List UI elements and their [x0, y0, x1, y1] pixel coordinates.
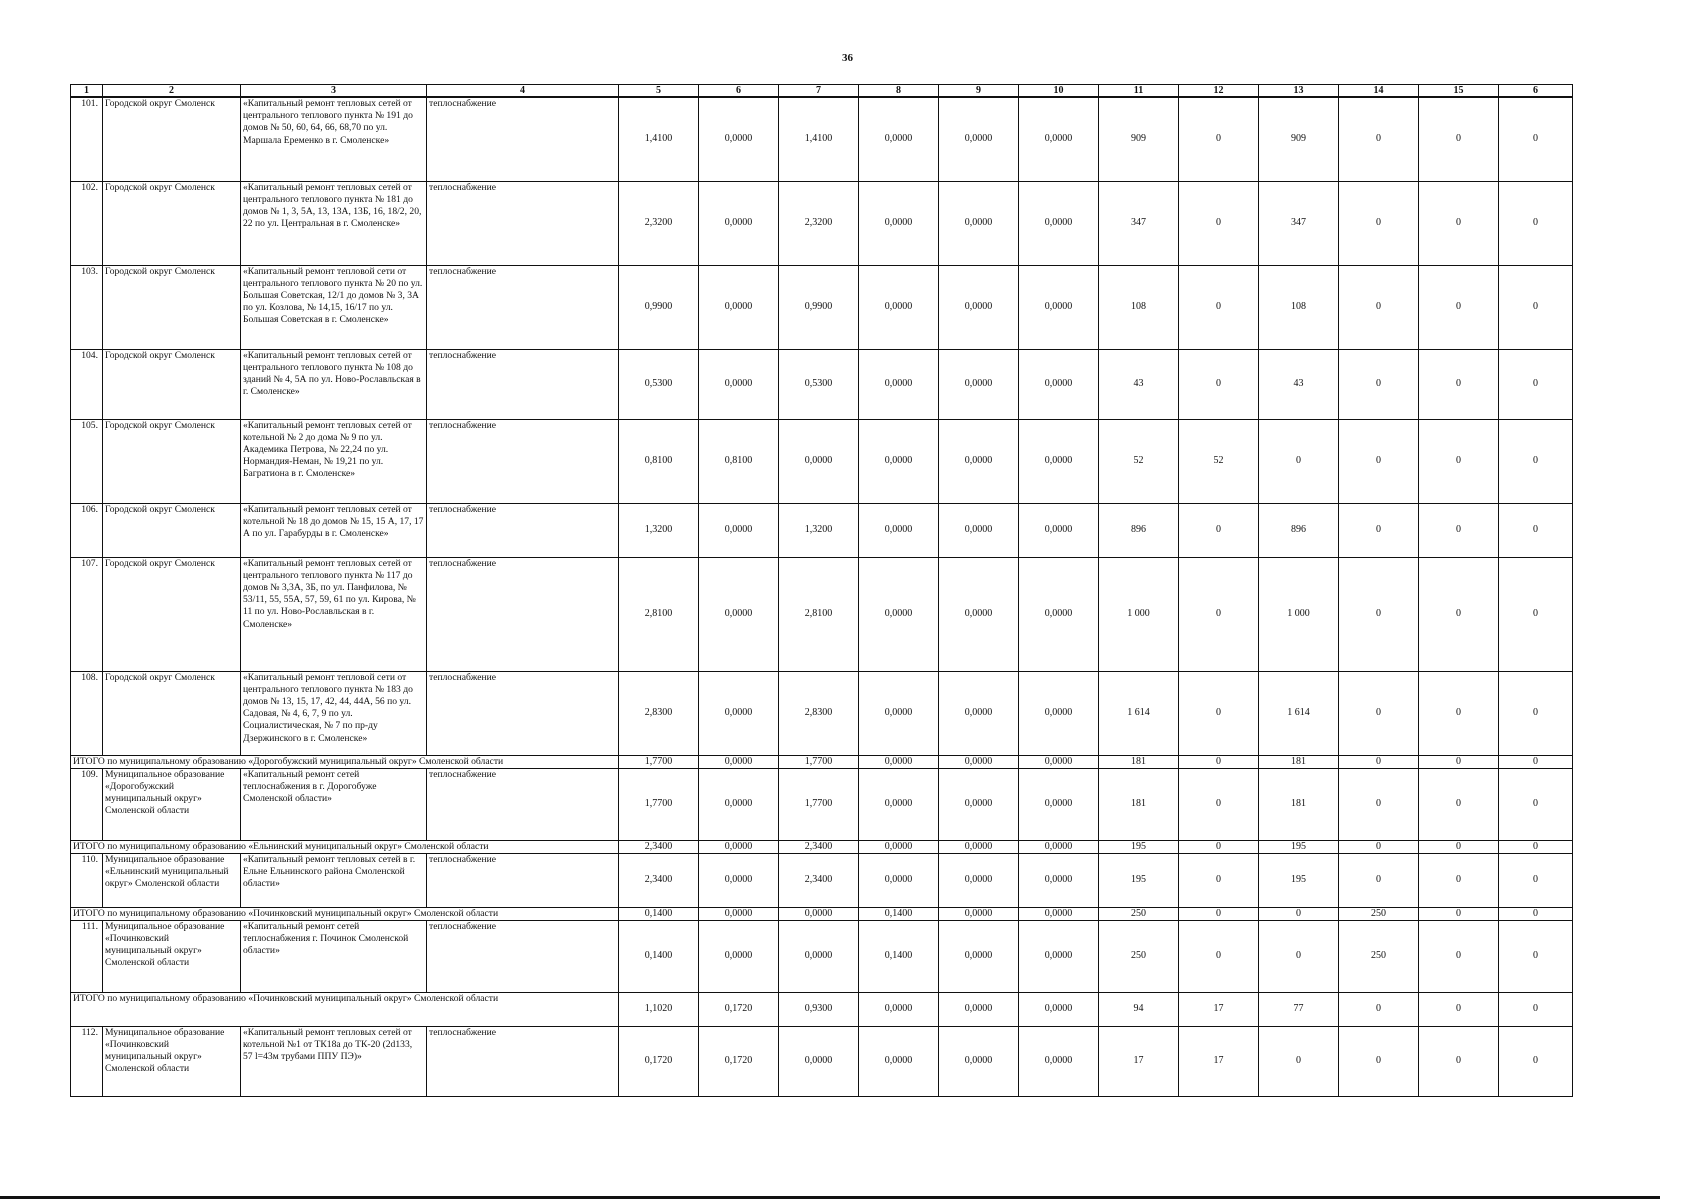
value-cell: 0,0000	[859, 992, 939, 1026]
value-cell: 0	[1179, 755, 1259, 768]
value-cell: 181	[1099, 755, 1179, 768]
subtotal-row	[71, 755, 1573, 768]
value-cell: 1,7700	[779, 755, 859, 768]
value-cell: 195	[1099, 840, 1179, 853]
value-cell: 2,8300	[619, 671, 699, 755]
column-header-12: 12	[1179, 85, 1259, 98]
value-cell: 1,3200	[619, 503, 699, 557]
value-cell: 0	[1179, 853, 1259, 907]
value-cell: 1,7700	[619, 768, 699, 840]
value-cell: 0,0000	[1019, 265, 1099, 349]
value-cell: 0,0000	[1019, 840, 1099, 853]
value-cell: 0	[1419, 97, 1499, 181]
value-cell: 0,0000	[699, 768, 779, 840]
value-cell: 0,0000	[939, 768, 1019, 840]
value-cell: 108	[1259, 265, 1339, 349]
table-row	[71, 853, 1573, 907]
value-cell: 2,3400	[619, 840, 699, 853]
value-cell: 77	[1259, 992, 1339, 1026]
project-description-cell: «Капитальный ремонт тепловых сетей от центрального теплового пункта № 191 до домов № 50, 60, 64, 66, 68,70 по ул. Маршала Еременко в г. Смоленске»	[241, 97, 427, 181]
value-cell: 347	[1259, 181, 1339, 265]
column-header-16: 6	[1499, 85, 1573, 98]
value-cell: 0	[1179, 768, 1259, 840]
value-cell: 0,0000	[939, 853, 1019, 907]
value-cell: 0	[1179, 840, 1259, 853]
table-row	[71, 419, 1573, 503]
supply-type-cell: теплоснабжение	[427, 1026, 619, 1096]
value-cell: 0	[1339, 349, 1419, 419]
project-description-cell: «Капитальный ремонт сетей теплоснабжения г. Починок Смоленской области»	[241, 920, 427, 992]
municipality-cell: Муниципальное образование «Дорогобужский муниципальный округ» Смоленской области	[103, 768, 241, 840]
value-cell: 896	[1099, 503, 1179, 557]
value-cell: 0,1400	[619, 907, 699, 920]
value-cell: 0	[1499, 768, 1573, 840]
supply-type-cell: теплоснабжение	[427, 181, 619, 265]
column-header-8: 8	[859, 85, 939, 98]
value-cell: 2,3400	[779, 853, 859, 907]
municipality-cell: Городской округ Смоленск	[103, 503, 241, 557]
column-header-9: 9	[939, 85, 1019, 98]
subtotal-label: ИТОГО по муниципальному образованию «Починковский муниципальный округ» Смоленской области	[71, 992, 619, 1026]
row-index: 102.	[71, 181, 103, 265]
value-cell: 0,1720	[699, 992, 779, 1026]
value-cell: 1 614	[1099, 671, 1179, 755]
subtotal-row	[71, 840, 1573, 853]
value-cell: 0,0000	[779, 419, 859, 503]
value-cell: 0	[1339, 419, 1419, 503]
value-cell: 0	[1179, 920, 1259, 992]
row-index: 112.	[71, 1026, 103, 1096]
table-row	[71, 265, 1573, 349]
value-cell: 0,0000	[1019, 907, 1099, 920]
value-cell: 0,0000	[939, 349, 1019, 419]
value-cell: 0	[1419, 853, 1499, 907]
row-index: 107.	[71, 557, 103, 671]
table-row	[71, 557, 1573, 671]
supply-type-cell: теплоснабжение	[427, 920, 619, 992]
value-cell: 0,0000	[939, 1026, 1019, 1096]
row-index: 110.	[71, 853, 103, 907]
value-cell: 0,0000	[699, 349, 779, 419]
value-cell: 17	[1179, 992, 1259, 1026]
bottom-rule	[0, 1196, 1660, 1199]
supply-type-cell: теплоснабжение	[427, 97, 619, 181]
value-cell: 0,1720	[619, 1026, 699, 1096]
value-cell: 0,0000	[939, 181, 1019, 265]
value-cell: 0,5300	[619, 349, 699, 419]
value-cell: 2,3400	[779, 840, 859, 853]
table-row	[71, 503, 1573, 557]
value-cell: 0,0000	[859, 768, 939, 840]
value-cell: 0,0000	[1019, 768, 1099, 840]
table-row	[71, 181, 1573, 265]
value-cell: 195	[1259, 840, 1339, 853]
project-description-cell: «Капитальный ремонт тепловых сетей от центрального теплового пункта № 181 до домов № 1, 3, 5А, 13, 13А, 13Б, 16, 18/2, 20, 22 по ул. Центральная в г. Смоленске»	[241, 181, 427, 265]
column-header-14: 14	[1339, 85, 1419, 98]
value-cell: 0,0000	[859, 853, 939, 907]
column-header-11: 11	[1099, 85, 1179, 98]
value-cell: 0	[1179, 265, 1259, 349]
value-cell: 0	[1419, 1026, 1499, 1096]
value-cell: 0	[1499, 97, 1573, 181]
value-cell: 0,0000	[699, 853, 779, 907]
supply-type-cell: теплоснабжение	[427, 503, 619, 557]
value-cell: 0	[1419, 503, 1499, 557]
value-cell: 0,0000	[1019, 181, 1099, 265]
value-cell: 0,0000	[1019, 992, 1099, 1026]
value-cell: 0,0000	[1019, 755, 1099, 768]
column-header-15: 15	[1419, 85, 1499, 98]
value-cell: 0	[1419, 768, 1499, 840]
value-cell: 43	[1259, 349, 1339, 419]
value-cell: 2,3200	[779, 181, 859, 265]
value-cell: 0,0000	[939, 557, 1019, 671]
column-header-2: 2	[103, 85, 241, 98]
project-description-cell: «Капитальный ремонт тепловых сетей в г. Ельне Ельнинского района Смоленской области»	[241, 853, 427, 907]
supply-type-cell: теплоснабжение	[427, 349, 619, 419]
value-cell: 0	[1499, 181, 1573, 265]
value-cell: 0,0000	[699, 840, 779, 853]
value-cell: 0	[1339, 992, 1419, 1026]
value-cell: 0	[1499, 840, 1573, 853]
value-cell: 0	[1179, 671, 1259, 755]
row-index: 111.	[71, 920, 103, 992]
value-cell: 250	[1099, 907, 1179, 920]
value-cell: 17	[1099, 1026, 1179, 1096]
municipality-cell: Муниципальное образование «Починковский муниципальный округ» Смоленской области	[103, 1026, 241, 1096]
value-cell: 0,0000	[779, 1026, 859, 1096]
column-header-4: 4	[427, 85, 619, 98]
value-cell: 1,3200	[779, 503, 859, 557]
value-cell: 0,0000	[779, 907, 859, 920]
value-cell: 195	[1099, 853, 1179, 907]
supply-type-cell: теплоснабжение	[427, 853, 619, 907]
value-cell: 2,3200	[619, 181, 699, 265]
value-cell: 2,8100	[619, 557, 699, 671]
project-description-cell: «Капитальный ремонт тепловых сетей от котельной №1 от ТК18а до ТК-20 (2d133, 57 l=43м трубами ППУ ПЭ)»	[241, 1026, 427, 1096]
value-cell: 0	[1499, 853, 1573, 907]
value-cell: 1 614	[1259, 671, 1339, 755]
row-index: 104.	[71, 349, 103, 419]
row-index: 109.	[71, 768, 103, 840]
column-header-1: 1	[71, 85, 103, 98]
table-row	[71, 920, 1573, 992]
value-cell: 94	[1099, 992, 1179, 1026]
value-cell: 0,0000	[1019, 853, 1099, 907]
municipality-cell: Городской округ Смоленск	[103, 265, 241, 349]
value-cell: 0,0000	[859, 840, 939, 853]
table-row	[71, 97, 1573, 181]
value-cell: 0,0000	[859, 265, 939, 349]
value-cell: 0	[1419, 755, 1499, 768]
project-description-cell: «Капитальный ремонт тепловой сети от центрального теплового пункта № 183 до домов № 13, 15, 17, 42, 44, 44А, 56 по ул. Садовая, № 4, 6, 7, 9 по ул. Социалистическая, № 7 по пр-ду Дзержинского в г. Смоленске»	[241, 671, 427, 755]
value-cell: 0,0000	[859, 671, 939, 755]
value-cell: 0,0000	[1019, 419, 1099, 503]
value-cell: 0,0000	[1019, 97, 1099, 181]
value-cell: 0	[1339, 503, 1419, 557]
value-cell: 0	[1499, 265, 1573, 349]
page-number: 36	[842, 52, 853, 64]
value-cell: 2,8300	[779, 671, 859, 755]
value-cell: 0	[1339, 1026, 1419, 1096]
value-cell: 0,0000	[859, 1026, 939, 1096]
value-cell: 0,0000	[939, 920, 1019, 992]
value-cell: 0	[1419, 349, 1499, 419]
value-cell: 347	[1099, 181, 1179, 265]
value-cell: 0	[1419, 419, 1499, 503]
value-cell: 250	[1339, 907, 1419, 920]
project-description-cell: «Капитальный ремонт сетей теплоснабжения в г. Дорогобуже Смоленской области»	[241, 768, 427, 840]
supply-type-cell: теплоснабжение	[427, 265, 619, 349]
value-cell: 1,7700	[619, 755, 699, 768]
value-cell: 0	[1179, 349, 1259, 419]
value-cell: 0,1400	[859, 920, 939, 992]
value-cell: 0	[1339, 181, 1419, 265]
value-cell: 0	[1339, 265, 1419, 349]
value-cell: 0,0000	[859, 557, 939, 671]
value-cell: 909	[1259, 97, 1339, 181]
value-cell: 0,0000	[699, 181, 779, 265]
value-cell: 1,7700	[779, 768, 859, 840]
value-cell: 0,0000	[859, 97, 939, 181]
subtotal-label: ИТОГО по муниципальному образованию «Ельнинский муниципальный округ» Смоленской области	[71, 840, 619, 853]
value-cell: 1,1020	[619, 992, 699, 1026]
investment-program-table	[70, 84, 1573, 1097]
row-index: 108.	[71, 671, 103, 755]
value-cell: 108	[1099, 265, 1179, 349]
value-cell: 0,0000	[859, 419, 939, 503]
value-cell: 0	[1419, 992, 1499, 1026]
value-cell: 1 000	[1259, 557, 1339, 671]
value-cell: 0,0000	[1019, 557, 1099, 671]
value-cell: 0	[1339, 671, 1419, 755]
supply-type-cell: теплоснабжение	[427, 557, 619, 671]
value-cell: 0	[1339, 840, 1419, 853]
value-cell: 0,0000	[939, 419, 1019, 503]
supply-type-cell: теплоснабжение	[427, 671, 619, 755]
municipality-cell: Городской округ Смоленск	[103, 419, 241, 503]
value-cell: 0,0000	[1019, 349, 1099, 419]
table-row	[71, 671, 1573, 755]
supply-type-cell: теплоснабжение	[427, 768, 619, 840]
value-cell: 0,9900	[619, 265, 699, 349]
row-index: 106.	[71, 503, 103, 557]
value-cell: 0	[1179, 557, 1259, 671]
value-cell: 0,0000	[1019, 503, 1099, 557]
value-cell: 0,0000	[1019, 920, 1099, 992]
value-cell: 181	[1259, 768, 1339, 840]
value-cell: 0,0000	[939, 265, 1019, 349]
value-cell: 52	[1179, 419, 1259, 503]
value-cell: 181	[1259, 755, 1339, 768]
value-cell: 0	[1419, 840, 1499, 853]
row-index: 101.	[71, 97, 103, 181]
value-cell: 0	[1499, 1026, 1573, 1096]
value-cell: 0,1400	[619, 920, 699, 992]
value-cell: 0,1400	[859, 907, 939, 920]
municipality-cell: Муниципальное образование «Ельнинский муниципальный округ» Смоленской области	[103, 853, 241, 907]
value-cell: 0	[1499, 419, 1573, 503]
value-cell: 0,8100	[619, 419, 699, 503]
value-cell: 909	[1099, 97, 1179, 181]
value-cell: 0,0000	[699, 671, 779, 755]
value-cell: 0	[1339, 557, 1419, 671]
value-cell: 0	[1419, 557, 1499, 671]
value-cell: 0	[1499, 557, 1573, 671]
value-cell: 0	[1339, 755, 1419, 768]
value-cell: 0	[1179, 181, 1259, 265]
value-cell: 0,0000	[699, 265, 779, 349]
value-cell: 0	[1259, 920, 1339, 992]
value-cell: 2,8100	[779, 557, 859, 671]
value-cell: 0,9900	[779, 265, 859, 349]
value-cell: 250	[1339, 920, 1419, 992]
value-cell: 0,0000	[699, 97, 779, 181]
value-cell: 0	[1179, 907, 1259, 920]
value-cell: 0,0000	[699, 907, 779, 920]
value-cell: 0,0000	[939, 992, 1019, 1026]
table-row	[71, 768, 1573, 840]
value-cell: 195	[1259, 853, 1339, 907]
value-cell: 0,8100	[699, 419, 779, 503]
value-cell: 0,0000	[939, 907, 1019, 920]
column-header-3: 3	[241, 85, 427, 98]
value-cell: 0	[1419, 920, 1499, 992]
column-header-7: 7	[779, 85, 859, 98]
value-cell: 0,0000	[779, 920, 859, 992]
value-cell: 0,0000	[859, 181, 939, 265]
value-cell: 0	[1499, 992, 1573, 1026]
value-cell: 43	[1099, 349, 1179, 419]
column-header-5: 5	[619, 85, 699, 98]
value-cell: 0,0000	[859, 503, 939, 557]
value-cell: 1,4100	[619, 97, 699, 181]
municipality-cell: Городской округ Смоленск	[103, 349, 241, 419]
value-cell: 1 000	[1099, 557, 1179, 671]
municipality-cell: Городской округ Смоленск	[103, 181, 241, 265]
municipality-cell: Городской округ Смоленск	[103, 557, 241, 671]
value-cell: 0,0000	[859, 349, 939, 419]
subtotal-row	[71, 992, 1573, 1026]
value-cell: 0,0000	[859, 755, 939, 768]
project-description-cell: «Капитальный ремонт тепловых сетей от центрального теплового пункта № 117 до домов № 3,3А, 3Б, по ул. Панфилова, № 53/11, 55, 55А, 57, 59, 61 по ул. Кирова, № 11 по ул. Ново-Рославльская в г. Смоленске»	[241, 557, 427, 671]
value-cell: 0	[1419, 181, 1499, 265]
value-cell: 0	[1419, 907, 1499, 920]
municipality-cell: Городской округ Смоленск	[103, 671, 241, 755]
value-cell: 0	[1499, 503, 1573, 557]
column-header-10: 10	[1019, 85, 1099, 98]
table-row	[71, 349, 1573, 419]
supply-type-cell: теплоснабжение	[427, 419, 619, 503]
row-index: 103.	[71, 265, 103, 349]
value-cell: 0,5300	[779, 349, 859, 419]
project-description-cell: «Капитальный ремонт тепловой сети от центрального теплового пункта № 20 по ул. Большая Советская, 12/1 до домов № 3, 3А по ул. Козлова, № 14,15, 16/17 по ул. Большая Советская в г. Смоленске»	[241, 265, 427, 349]
value-cell: 0	[1179, 503, 1259, 557]
value-cell: 0	[1339, 768, 1419, 840]
value-cell: 0,0000	[699, 755, 779, 768]
value-cell: 0	[1179, 97, 1259, 181]
value-cell: 17	[1179, 1026, 1259, 1096]
column-header-13: 13	[1259, 85, 1339, 98]
value-cell: 181	[1099, 768, 1179, 840]
value-cell: 0,0000	[699, 920, 779, 992]
table-body	[71, 85, 1573, 1097]
value-cell: 0	[1339, 853, 1419, 907]
value-cell: 0,0000	[939, 503, 1019, 557]
value-cell: 0	[1339, 97, 1419, 181]
value-cell: 0,0000	[939, 671, 1019, 755]
municipality-cell: Городской округ Смоленск	[103, 97, 241, 181]
value-cell: 0	[1499, 349, 1573, 419]
row-index: 105.	[71, 419, 103, 503]
value-cell: 0,0000	[939, 755, 1019, 768]
subtotal-label: ИТОГО по муниципальному образованию «Починковский муниципальный округ» Смоленской области	[71, 907, 619, 920]
value-cell: 52	[1099, 419, 1179, 503]
table-row	[71, 1026, 1573, 1096]
subtotal-row	[71, 907, 1573, 920]
value-cell: 0,9300	[779, 992, 859, 1026]
value-cell: 0,0000	[939, 97, 1019, 181]
value-cell: 2,3400	[619, 853, 699, 907]
project-description-cell: «Капитальный ремонт тепловых сетей от центрального теплового пункта № 108 до зданий № 4, 5А по ул. Ново-Рославльская в г. Смоленске»	[241, 349, 427, 419]
value-cell: 0,0000	[1019, 1026, 1099, 1096]
column-number-header	[71, 85, 1573, 98]
project-description-cell: «Капитальный ремонт тепловых сетей от котельной № 18 до домов № 15, 15 А, 17, 17 А по ул. Гарабурды в г. Смоленске»	[241, 503, 427, 557]
value-cell: 0,0000	[939, 840, 1019, 853]
value-cell: 0	[1419, 265, 1499, 349]
value-cell: 250	[1099, 920, 1179, 992]
value-cell: 0	[1259, 1026, 1339, 1096]
value-cell: 0,1720	[699, 1026, 779, 1096]
value-cell: 0	[1499, 755, 1573, 768]
subtotal-label: ИТОГО по муниципальному образованию «Дорогобужский муниципальный округ» Смоленской области	[71, 755, 619, 768]
value-cell: 0	[1419, 671, 1499, 755]
column-header-6: 6	[699, 85, 779, 98]
project-description-cell: «Капитальный ремонт тепловых сетей от котельной № 2 до дома № 9 по ул. Академика Петрова, № 22,24 по ул. Нормандия-Неман, № 19,21 по ул. Багратиона в г. Смоленске»	[241, 419, 427, 503]
value-cell: 0,0000	[1019, 671, 1099, 755]
value-cell: 0	[1499, 920, 1573, 992]
value-cell: 0,0000	[699, 503, 779, 557]
municipality-cell: Муниципальное образование «Починковский муниципальный округ» Смоленской области	[103, 920, 241, 992]
value-cell: 896	[1259, 503, 1339, 557]
value-cell: 0	[1259, 419, 1339, 503]
value-cell: 0	[1499, 671, 1573, 755]
value-cell: 0	[1499, 907, 1573, 920]
value-cell: 0,0000	[699, 557, 779, 671]
value-cell: 1,4100	[779, 97, 859, 181]
value-cell: 0	[1259, 907, 1339, 920]
